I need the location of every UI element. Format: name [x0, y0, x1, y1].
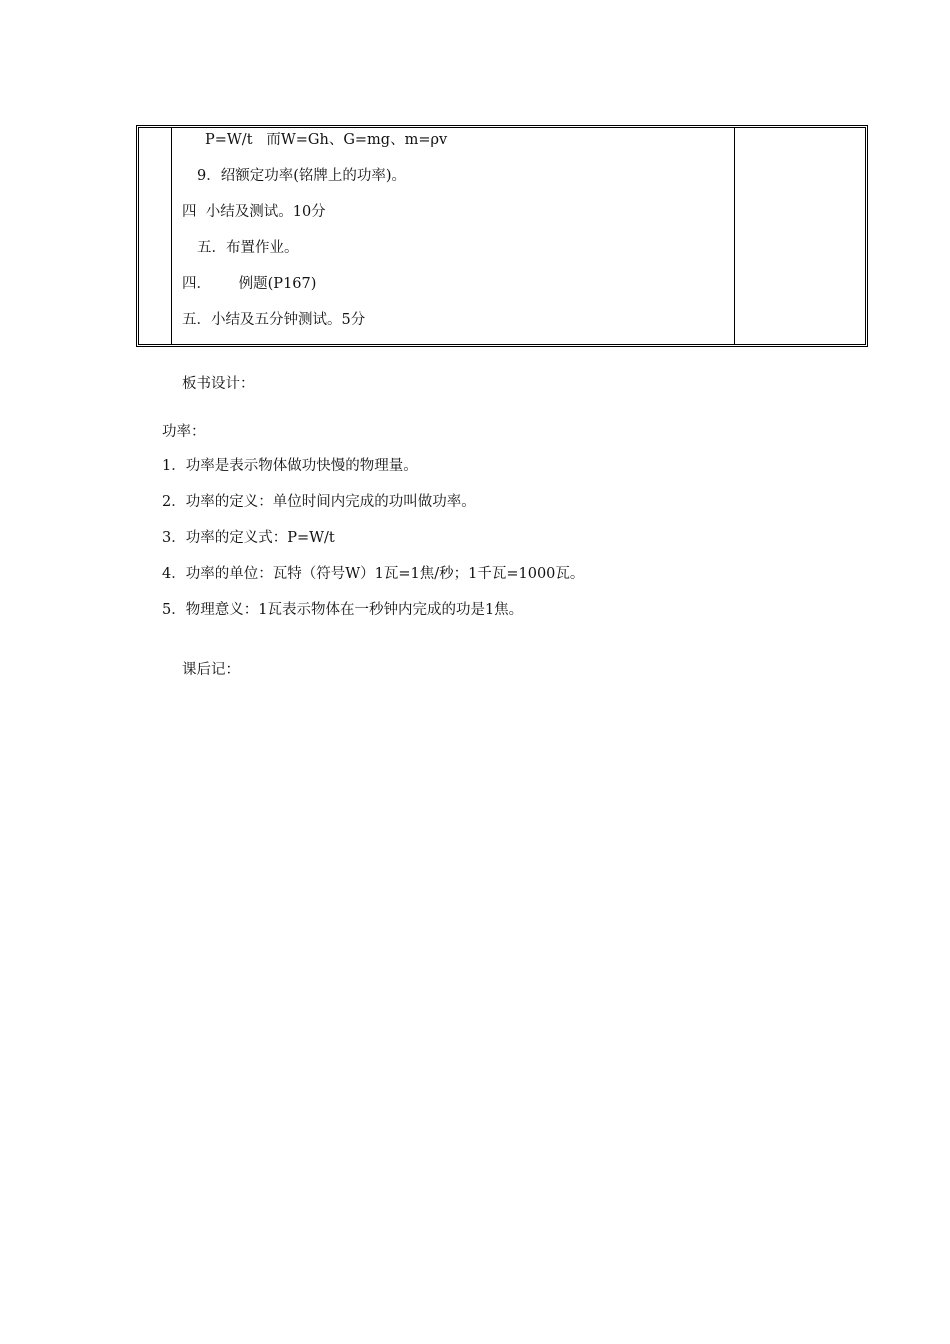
table-line-rated-power: 9．绍额定功率(铭牌上的功率)。	[197, 168, 407, 184]
board-item: 2．功率的定义：单位时间内完成的功叫做功率。	[162, 494, 476, 510]
board-design-heading: 板书设计：	[182, 376, 255, 392]
table-line-formula: P=W/t 而W=Gh、G=mg、m=ρv	[205, 132, 448, 148]
table-line-five-minute-test: 五．小结及五分钟测试。5分	[182, 312, 366, 328]
board-title: 功率：	[162, 424, 206, 440]
after-class-notes-heading: 课后记：	[182, 662, 240, 678]
table-column-divider	[171, 128, 172, 344]
board-item: 5．物理意义：1瓦表示物体在一秒钟内完成的功是1焦。	[162, 602, 524, 618]
board-item: 4．功率的单位：瓦特（符号W）1瓦=1焦/秒；1千瓦=1000瓦。	[162, 566, 585, 582]
table-line-summary-test: 四 小结及测试。10分	[182, 204, 326, 220]
table-column-divider	[734, 128, 735, 344]
table-line-example: 四． 例题(P167)	[182, 276, 317, 292]
board-item: 1．功率是表示物体做功快慢的物理量。	[162, 458, 418, 474]
board-item: 3．功率的定义式：P=W/t	[162, 530, 335, 546]
table-line-homework: 五．布置作业。	[197, 240, 299, 256]
